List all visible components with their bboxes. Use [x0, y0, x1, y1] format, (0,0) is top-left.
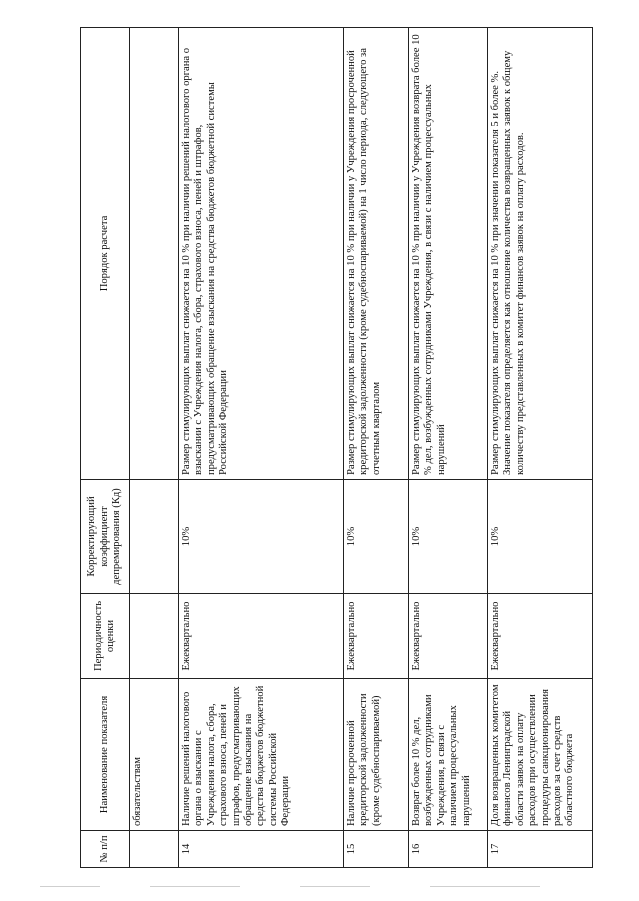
- scan-artifact: [40, 886, 100, 887]
- cell-name: Доля возвращенных комитетом финансов Ленинградской области заявок на оплату расходов при осуществлении процедуры санкционирования расходов за счет средств областного бюджета: [488, 679, 593, 831]
- header-name: Наименование показателя: [81, 679, 130, 831]
- cell-num: 14: [179, 831, 344, 868]
- table-row: [344, 28, 409, 868]
- header-period: Периодичность оценки: [81, 594, 130, 679]
- cell-num-cont: [130, 831, 179, 868]
- scan-artifact: [300, 886, 370, 887]
- table-row: [409, 28, 488, 868]
- cell-period: Ежеквартально: [344, 594, 409, 679]
- cell-coef: 10%: [409, 480, 488, 594]
- cell-period: Ежеквартально: [409, 594, 488, 679]
- cell-calc-cont: [130, 28, 179, 480]
- table-row: [179, 28, 344, 868]
- cell-num: 15: [344, 831, 409, 868]
- cell-num: 16: [409, 831, 488, 868]
- cell-name: Возврат более 10 % дел, возбужденных сотрудниками Учреждения, в связи с наличием процессуальных нарушений: [409, 679, 488, 831]
- cell-calc: Размер стимулирующих выплат снижается на 10 % при значении показателя 5 и более %. Значение показателя определяется как отношение количества возвращенных заявок к общему количеству представленных в комитет финансов заявок на оплату расходов.: [488, 28, 593, 480]
- cell-coef: 10%: [179, 480, 344, 594]
- cell-name: Наличие просроченной кредиторской задолженности (кроме судебноспариваемой): [344, 679, 409, 831]
- cell-coef: 10%: [344, 480, 409, 594]
- cell-calc: Размер стимулирующих выплат снижается на 10 % при наличии решений налогового органа о взыскании с Учреждения налога, сбора, страхового взноса, пеней и штрафов, предусматривающих обращение взыскания на средства бюджетов бюджетной системы Российской Федерации: [179, 28, 344, 480]
- scan-artifact: [150, 886, 240, 887]
- cell-calc: Размер стимулирующих выплат снижается на 10 % при наличии у Учреждения возврата более 10 % дел, возбужденных сотрудниками Учреждения, в связи с наличием процессуальных нарушений: [409, 28, 488, 480]
- header-num: № п/п: [81, 831, 130, 868]
- cell-coef-cont: [130, 480, 179, 594]
- cell-period: Ежеквартально: [488, 594, 593, 679]
- rotated-table-wrapper: [80, 28, 625, 868]
- scan-artifact: [430, 886, 540, 887]
- table-row-continuation: [130, 28, 179, 868]
- depremiation-table: [80, 27, 593, 868]
- table-header-row: [81, 28, 130, 868]
- header-calc: Порядок расчета: [81, 28, 130, 480]
- cell-name-cont: обязательствам: [130, 679, 179, 831]
- cell-period: Ежеквартально: [179, 594, 344, 679]
- cell-calc: Размер стимулирующих выплат снижается на 10 % при наличии у Учреждения просроченной кредиторской задолженности (кроме судебноспариваемой) на 1 число периода, следующего за отчетным кварталом: [344, 28, 409, 480]
- cell-period-cont: [130, 594, 179, 679]
- header-coef: Корректирующий коэффициент депремирования (Кд): [81, 480, 130, 594]
- cell-name: Наличие решений налогового органа о взыскании с Учреждения налога, сбора, страхового взноса, пеней и штрафов, предусматривающих обращение взыскания на средства бюджетов бюджетной системы Российской Федерации: [179, 679, 344, 831]
- cell-num: 17: [488, 831, 593, 868]
- table-row: [488, 28, 593, 868]
- cell-coef: 10%: [488, 480, 593, 594]
